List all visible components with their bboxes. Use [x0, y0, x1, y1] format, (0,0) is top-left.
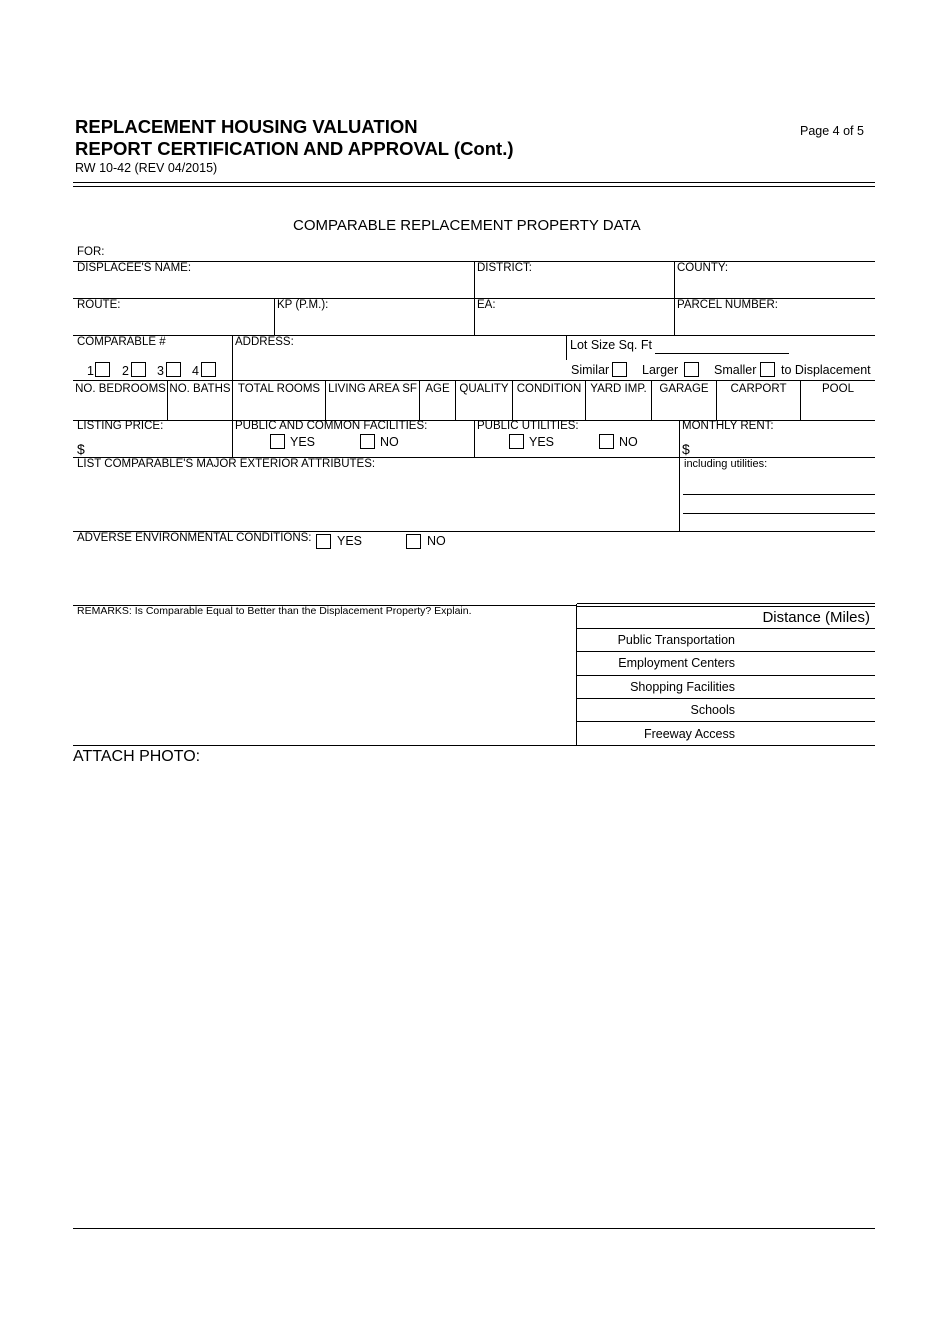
to-displacement-label: to Displacement: [781, 363, 871, 377]
larger-checkbox[interactable]: [684, 362, 699, 377]
yard-imp-header: YARD IMP.: [590, 383, 647, 395]
distance-row-border-1: [577, 628, 875, 629]
district-input[interactable]: [477, 278, 667, 294]
adverse-conditions-label: ADVERSE ENVIRONMENTAL CONDITIONS:: [77, 532, 312, 544]
parcel-number-input[interactable]: [677, 315, 867, 331]
form-title-line2: REPORT CERTIFICATION AND APPROVAL (Cont.): [75, 138, 514, 159]
lot-size-divider: [566, 335, 567, 360]
smaller-checkbox[interactable]: [760, 362, 775, 377]
adverse-no-checkbox[interactable]: [406, 534, 421, 549]
monthly-rent-dollar: $: [682, 441, 690, 457]
listing-price-dollar: $: [77, 441, 85, 457]
header-rule-top: [73, 182, 875, 183]
comparable-1-checkbox[interactable]: [95, 362, 110, 377]
remarks-input[interactable]: [77, 622, 571, 740]
comparable-4-checkbox[interactable]: [201, 362, 216, 377]
employment-centers-input[interactable]: [745, 656, 870, 671]
displacee-name-input[interactable]: [77, 278, 467, 294]
displacee-name-label: DISPLACEE'S NAME:: [77, 262, 192, 274]
age-header: AGE: [425, 383, 450, 395]
ea-input[interactable]: [477, 315, 667, 331]
route-label: ROUTE:: [77, 299, 121, 311]
public-common-no-label: NO: [380, 435, 399, 449]
public-common-label: PUBLIC AND COMMON FACILITIES:: [235, 420, 428, 432]
garage-header: GARAGE: [659, 383, 709, 395]
for-label: FOR:: [77, 246, 105, 258]
attach-photo-label: ATTACH PHOTO:: [73, 748, 201, 765]
rent-line-2: [683, 513, 875, 514]
adverse-yes-label: YES: [337, 534, 363, 548]
listing-price-label: LISTING PRICE:: [77, 420, 164, 432]
listing-price-input[interactable]: [90, 440, 225, 456]
public-utilities-yes-checkbox[interactable]: [509, 434, 524, 449]
utilities-divider: [474, 420, 475, 457]
condition-header: CONDITION: [516, 383, 582, 395]
schools-input[interactable]: [745, 703, 870, 718]
smaller-label: Smaller: [714, 363, 757, 377]
kp-divider: [274, 298, 275, 335]
remarks-label: REMARKS: Is Comparable Equal to Better than the Displacement Property? Explain.: [77, 605, 472, 617]
rent-line-1: [683, 494, 875, 495]
ea-label: EA:: [477, 299, 496, 311]
public-transportation-input[interactable]: [745, 633, 870, 648]
distance-top-border-2: [577, 606, 875, 607]
county-input[interactable]: [677, 278, 867, 294]
parcel-number-label: PARCEL NUMBER:: [677, 299, 778, 311]
comparable-2-checkbox[interactable]: [131, 362, 146, 377]
public-utilities-no-checkbox[interactable]: [599, 434, 614, 449]
kp-input[interactable]: [277, 315, 467, 331]
distance-row-border-5: [577, 721, 875, 722]
form-title-line1: REPLACEMENT HOUSING VALUATION: [75, 116, 418, 137]
lot-size-input[interactable]: [657, 338, 787, 352]
quality-header: QUALITY: [459, 383, 509, 395]
lot-size-underline: [655, 353, 789, 354]
distance-header: Distance (Miles): [762, 609, 870, 626]
shopping-facilities-input[interactable]: [745, 680, 870, 695]
distance-row-border-2: [577, 651, 875, 652]
public-transportation-label: Public Transportation: [617, 633, 735, 647]
section-title: COMPARABLE REPLACEMENT PROPERTY DATA: [293, 217, 641, 234]
comparable-2-label: 2: [122, 364, 129, 378]
shopping-facilities-label: Shopping Facilities: [630, 680, 735, 694]
schools-label: Schools: [690, 703, 735, 717]
carport-header: CARPORT: [730, 383, 787, 395]
comparable-3-label: 3: [157, 364, 164, 378]
freeway-access-input[interactable]: [745, 727, 870, 742]
adverse-no-label: NO: [427, 534, 446, 548]
header-rule-bottom: [73, 186, 875, 187]
remarks-bottom-border: [73, 745, 875, 746]
monthly-rent-input[interactable]: [694, 440, 869, 456]
photo-area[interactable]: [73, 772, 875, 1222]
footer-rule: [73, 1228, 875, 1229]
comparable-divider: [232, 335, 233, 457]
comparable-1-label: 1: [87, 364, 94, 378]
public-utilities-yes-label: YES: [529, 435, 555, 449]
page-number: Page 4 of 5: [800, 124, 864, 138]
form-number: RW 10-42 (REV 04/2015): [75, 161, 218, 175]
comparable-4-label: 4: [192, 364, 199, 378]
monthly-rent-label: MONTHLY RENT:: [682, 420, 774, 432]
distance-row-border-3: [577, 675, 875, 676]
exterior-attributes-input[interactable]: [77, 475, 672, 527]
exterior-attributes-label: LIST COMPARABLE'S MAJOR EXTERIOR ATTRIBUTES:: [77, 458, 376, 470]
columns-top-border: [73, 380, 875, 381]
public-utilities-label: PUBLIC UTILITIES:: [477, 420, 579, 432]
address-label: ADDRESS:: [235, 336, 294, 348]
total-rooms-header: TOTAL ROOMS: [237, 383, 321, 395]
comparable-label: COMPARABLE #: [77, 336, 166, 348]
district-label: DISTRICT:: [477, 262, 532, 274]
public-common-yes-label: YES: [290, 435, 316, 449]
similar-checkbox[interactable]: [612, 362, 627, 377]
distance-top-border-1: [577, 603, 875, 604]
living-area-header: LIVING AREA SF: [328, 383, 417, 395]
rent-divider: [679, 420, 680, 531]
including-utilities-label: including utilities:: [684, 458, 768, 470]
public-utilities-no-label: NO: [619, 435, 638, 449]
route-input[interactable]: [77, 315, 267, 331]
no-baths-header: NO. BATHS: [169, 383, 231, 395]
distance-row-border-4: [577, 698, 875, 699]
no-bedrooms-header: NO. BEDROOMS: [75, 383, 166, 395]
row3-top-border: [73, 335, 875, 336]
larger-label: Larger: [642, 363, 679, 377]
county-label: COUNTY:: [677, 262, 729, 274]
address-input[interactable]: [235, 352, 560, 368]
lot-size-label: Lot Size Sq. Ft: [570, 338, 652, 352]
public-common-yes-checkbox[interactable]: [270, 434, 285, 449]
similar-label: Similar: [571, 363, 610, 377]
comparable-3-checkbox[interactable]: [166, 362, 181, 377]
freeway-access-label: Freeway Access: [643, 727, 735, 741]
for-input[interactable]: [108, 245, 488, 260]
employment-centers-label: Employment Centers: [618, 656, 735, 670]
public-common-no-checkbox[interactable]: [360, 434, 375, 449]
kp-label: KP (P.M.):: [277, 299, 329, 311]
adverse-yes-checkbox[interactable]: [316, 534, 331, 549]
pool-header: POOL: [822, 383, 854, 395]
